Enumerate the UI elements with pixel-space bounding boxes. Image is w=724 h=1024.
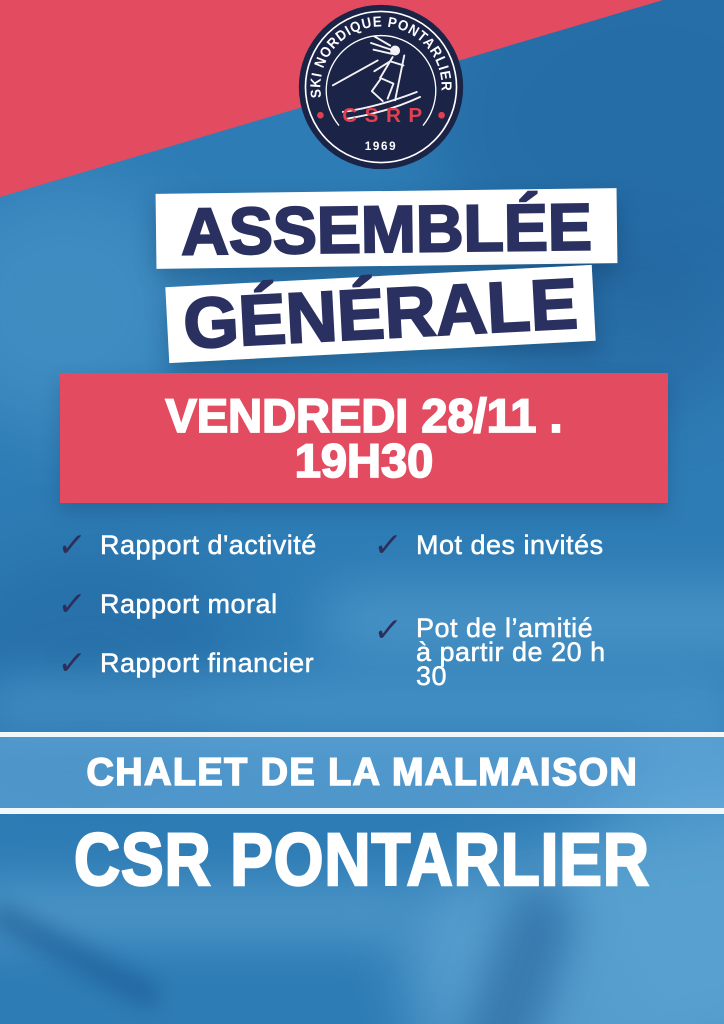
agenda-label: Rapport financier — [100, 648, 315, 678]
club-name — [0, 812, 724, 908]
agenda-item-pot-de-l-amitie — [372, 610, 606, 691]
title-text-line2: GÉNÉRALE — [181, 264, 580, 364]
club-logo — [298, 4, 464, 170]
title-banner-line1 — [156, 188, 618, 269]
agenda-item-mot-des-invites — [372, 525, 606, 564]
check-icon: ✓ — [372, 525, 404, 564]
logo-year: 1969 — [364, 140, 398, 154]
date-line2: 19H30 — [294, 434, 434, 487]
agenda-label: Rapport moral — [100, 589, 278, 619]
date-banner — [60, 373, 668, 503]
venue-band — [0, 737, 724, 808]
agenda-label-line: Pot de l’amitié — [416, 613, 594, 643]
divider-line-top — [0, 732, 724, 737]
logo-arc-text: SKI NORDIQUE PONTARLIER — [308, 14, 454, 99]
date-line1: VENDREDI 28/11 . — [165, 389, 563, 442]
agenda-item-rapport-activite — [56, 525, 317, 564]
check-icon: ✓ — [56, 643, 88, 682]
logo-left-dot — [317, 112, 324, 119]
agenda-label: Mot des invités — [416, 530, 604, 560]
title-text-line1: ASSEMBLÉE — [180, 188, 593, 269]
logo-right-dot — [438, 112, 445, 119]
agenda-column-left — [56, 525, 317, 708]
agenda-label-line: 30 — [416, 661, 448, 691]
check-icon: ✓ — [372, 610, 404, 649]
check-icon: ✓ — [56, 584, 88, 623]
agenda-item-rapport-moral — [56, 584, 317, 623]
logo-acronym: CSRP — [342, 103, 430, 127]
agenda-column-right — [372, 525, 606, 719]
agenda-label — [416, 613, 606, 691]
check-icon: ✓ — [56, 525, 88, 564]
divider-line-bottom — [0, 808, 724, 814]
agenda-item-rapport-financier — [56, 643, 317, 682]
agenda-label: Rapport d'activité — [100, 530, 317, 560]
club-name-text: CSR PONTARLIER — [74, 818, 650, 902]
venue-name: CHALET DE LA MALMAISON — [86, 750, 638, 794]
agenda-label-line: à partir de 20 h — [416, 637, 606, 667]
